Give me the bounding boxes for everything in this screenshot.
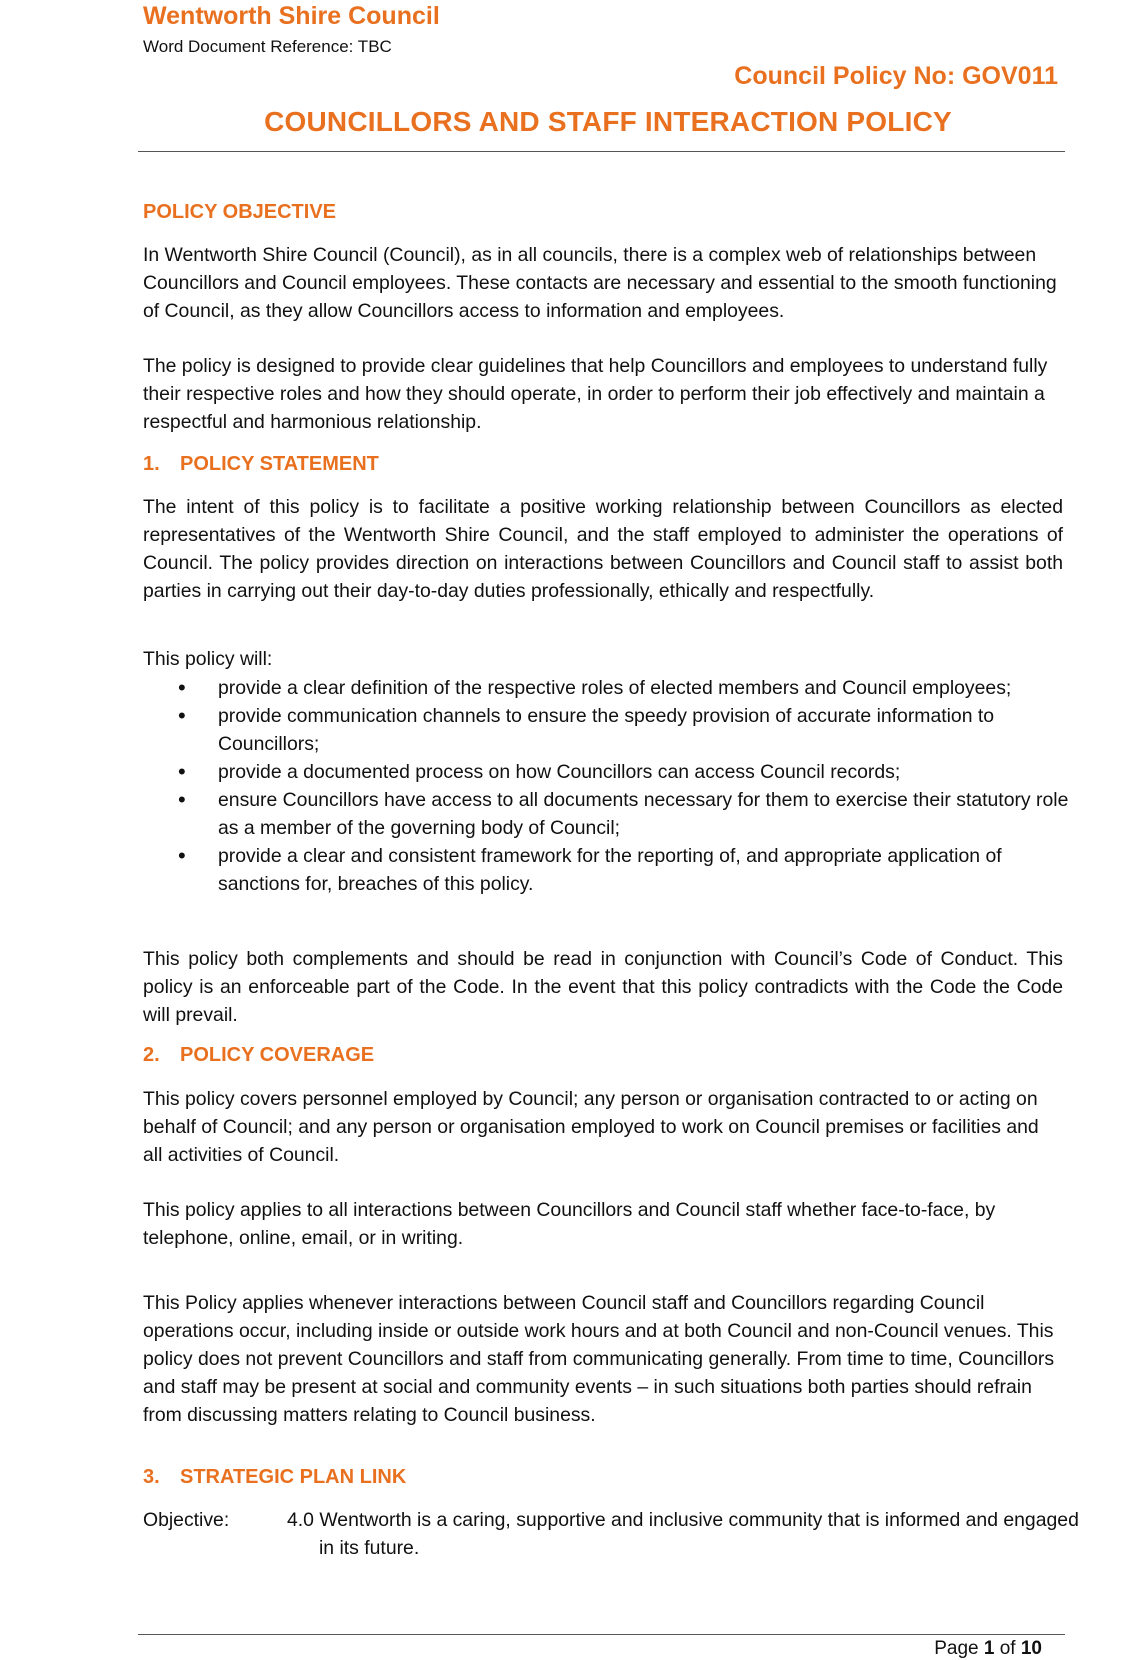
section-1-paragraph-1: The intent of this policy is to facilitate a positive working relationship between Councillors as elected representatives of the Wentworth Shire Council, and the staff employed to administer the operations of Council. The policy provides direction on interactions between Councillors and Council staff to assist both parties in carrying out their day-to-day duties professionally, ethically and respectfully. [143,496,1063,602]
page-total: 10 [1020,1638,1042,1659]
list-item: • provide communication channels to ensure the speedy provision of accurate information to Councillors; [170,702,1070,758]
section-1-heading [143,453,379,476]
document-title: COUNCILLORS AND STAFF INTERACTION POLICY [264,106,952,137]
section-1-intro: This policy will: [143,648,273,670]
page-word: Page [934,1638,979,1659]
section-2-title: POLICY COVERAGE [180,1044,375,1066]
section-1-bullet-list [170,674,1070,898]
page-number [934,1638,1042,1660]
section-2-paragraph-1: This policy covers personnel employed by Council; any person or organisation contracted to or acting on behalf of Council; and any person or organisation employed to work on Council premises or facilities and all activities of Council. [143,1088,1039,1166]
organisation-name: Wentworth Shire Council [143,2,440,30]
of-word: of [999,1638,1016,1659]
list-item: • ensure Councillors have access to all documents necessary for them to exercise their statutory role as a member of the governing body of Council; [170,786,1070,842]
section-2-paragraph-2: This policy applies to all interactions between Councillors and Council staff whether face-to-face, by telephone, online, email, or in writing. [143,1199,996,1249]
footer-divider [138,1634,1065,1635]
objective-paragraph-1: In Wentworth Shire Council (Council), as in all councils, there is a complex web of relationships between Councillors and Council employees. These contacts are necessary and essential to the smooth functioning of Council, as they allow Councillors access to information and employees. [143,244,1057,322]
document-reference: Word Document Reference: TBC [143,37,392,56]
section-1-title: POLICY STATEMENT [180,453,379,475]
section-3-number: 3. [143,1466,160,1488]
objective-paragraph-2: The policy is designed to provide clear guidelines that help Councillors and employees to understand fully their respective roles and how they should operate, in order to perform their job effectively and maintain a respectful and harmonious relationship. [143,355,1048,433]
section-1-paragraph-2: This policy both complements and should be read in conjunction with Council’s Code of Conduct. This policy is an enforceable part of the Code. In the event that this policy contradicts with the Code the Code will prevail. [143,948,1063,1026]
policy-objective-heading: POLICY OBJECTIVE [143,201,337,223]
section-2-heading [143,1044,374,1067]
section-3-heading [143,1466,406,1489]
objective-value: 4.0 Wentworth is a caring, supportive and inclusive community that is informed and engaged in its future. [287,1509,1079,1559]
list-item: • provide a clear and consistent framework for the reporting of, and appropriate application of sanctions for, breaches of this policy. [170,842,1070,898]
objective-label: Objective: [143,1509,230,1531]
list-item: • provide a clear definition of the respective roles of elected members and Council employees; [170,674,1070,702]
list-item: • provide a documented process on how Councillors can access Council records; [170,758,1070,786]
header-divider [138,151,1065,152]
section-3-title: STRATEGIC PLAN LINK [180,1466,407,1488]
section-2-paragraph-3: This Policy applies whenever interactions between Council staff and Councillors regarding Council operations occur, including inside or outside work hours and at both Council and non-Council venues. This policy does not prevent Councillors and staff from communicating generally. From time to time, Councillors and staff may be present at social and community events – in such situations both parties should refrain from discussing matters relating to Council business. [143,1292,1055,1426]
section-2-number: 2. [143,1044,160,1066]
section-1-number: 1. [143,453,160,475]
policy-number: Council Policy No: GOV011 [734,62,1058,90]
page-current: 1 [983,1638,995,1659]
